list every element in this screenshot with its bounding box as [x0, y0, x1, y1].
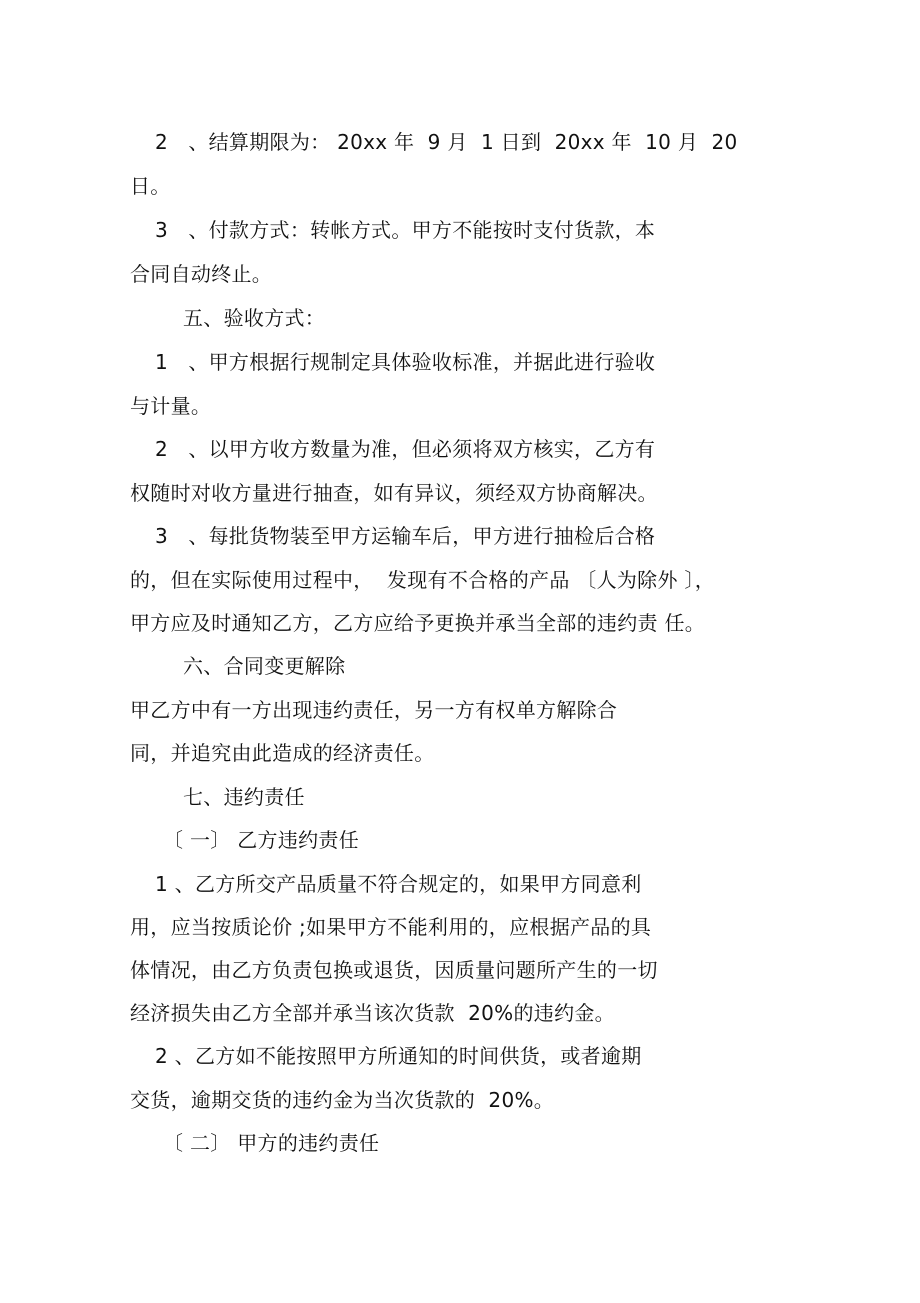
clause-breach-b-2: 2 、乙方如不能按照甲方所通知的时间供货，或者逾期: [155, 1044, 642, 1068]
clause-acceptance-3-cont2: 甲方应及时通知乙方，乙方应给予更换并承当全部的违约责 任。: [130, 611, 706, 635]
clause-breach-b-1-cont3: 经济损失由乙方全部并承当该次货款 20%的违约金。: [130, 1001, 615, 1025]
clause-payment-method-cont: 合同自动终止。: [130, 262, 273, 286]
clause-breach-b-2-cont: 交货，逾期交货的违约金为当次货款的 20%。: [130, 1088, 555, 1112]
clause-change: 甲乙方中有一方出现违约责任，另一方有权单方解除合: [130, 698, 618, 722]
clause-breach-b-1: 1 、乙方所交产品质量不符合规定的，如果甲方同意利: [155, 872, 642, 896]
clause-acceptance-3: 3 、每批货物装至甲方运输车后，甲方进行抽检后合格: [155, 524, 656, 548]
clause-settlement-period-cont: 日。: [130, 174, 171, 198]
section-heading-breach: 七、违约责任: [183, 785, 305, 809]
clause-acceptance-2-cont: 权随时对收方量进行抽查，如有异议，须经双方协商解决。: [130, 481, 658, 505]
section-heading-change: 六、合同变更解除: [183, 654, 346, 678]
subheading-party-a-breach: 〔 二〕 甲方的违约责任: [163, 1131, 380, 1155]
clause-acceptance-2: 2 、以甲方收方数量为准，但必须将双方核实，乙方有: [155, 437, 656, 461]
clause-acceptance-1: 1 、甲方根据行规制定具体验收标准，并据此进行验收: [155, 350, 656, 374]
clause-settlement-period: 2 、结算期限为： 20xx 年 9 月 1 日到 20xx 年 10 月 20: [155, 130, 738, 154]
clause-change-cont: 同，并追究由此造成的经济责任。: [130, 741, 435, 765]
clause-acceptance-1-cont: 与计量。: [130, 394, 212, 418]
clause-breach-b-1-cont: 用，应当按质论价 ;如果甲方不能利用的，应根据产品的具: [130, 915, 652, 939]
subheading-party-b-breach: 〔 一〕 乙方违约责任: [163, 828, 360, 852]
clause-breach-b-1-cont2: 体情况，由乙方负责包换或退货，因质量问题所产生的一切: [130, 958, 658, 982]
clause-payment-method: 3 、付款方式：转帐方式。甲方不能按时支付货款，本: [155, 218, 656, 242]
section-heading-acceptance: 五、验收方式：: [183, 306, 326, 330]
clause-acceptance-3-cont: 的，但在实际使用过程中， 发现有不合格的产品 〔人为除外 〕，: [130, 568, 716, 592]
